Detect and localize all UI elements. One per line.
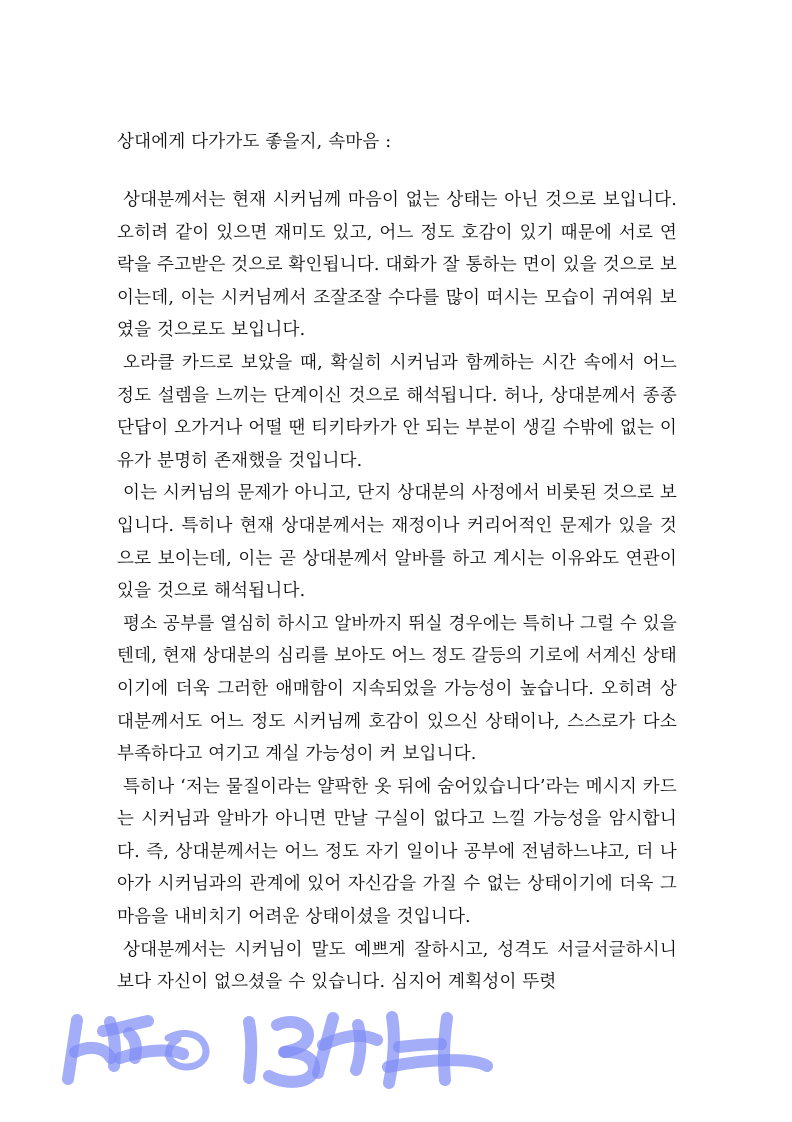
paragraph-6: 상대분께서는 시커님이 말도 예쁘게 잘하시고, 성격도 서글서글하시니 보다 자신이 없으셨을 수 있습니다. 심지어 계획성이 뚜렷 (117, 939, 677, 993)
paragraph-1: 상대분께서는 현재 시커님께 마음이 없는 상태는 아닌 것으로 보입니다. 오히려 같이 있으면 재미도 있고, 어느 정도 호감이 있기 때문에 서로 연락을 주고받은 것으로 확인됩니다. 대화가 잘 통하는 면이 있을 것으로 보이는데, 이는 시커님께서 조잘조잘 수다를 많이 떠시는 모습이 귀여워 보였을 것으로도 보입니다. (117, 190, 677, 341)
handwritten-signature-watermark (55, 1000, 495, 1092)
paragraph-3: 이는 시커님의 문제가 아니고, 단지 상대분의 사정에서 비롯된 것으로 보입니다. 특히나 현재 상대분께서는 재정이나 커리어적인 문제가 있을 것으로 보이는데, 이는 곧 상대분께서 알바를 하고 계시는 이유와도 연관이 있을 것으로 해석됩니다. (117, 483, 677, 602)
section-heading: 상대에게 다가가도 좋을지, 속마음 : (117, 132, 392, 152)
paragraph-2: 오라클 카드로 보았을 때, 확실히 시커님과 함께하는 시간 속에서 어느 정도 설렘을 느끼는 단계이신 것으로 해석됩니다. 허나, 상대분께서 종종 단답이 오가거나 어떨 땐 티키타카가 안 되는 부분이 생길 수밖에 없는 이유가 분명히 존재했을 것입니다. (117, 352, 677, 471)
heading-spacer (117, 162, 677, 184)
paragraph-4: 평소 공부를 열심히 하시고 알바까지 뛰실 경우에는 특히나 그럴 수 있을 텐데, 현재 상대분의 심리를 보아도 어느 정도 갈등의 기로에 서계신 상태이기에 더욱 그러한 애매함이 지속되었을 가능성이 높습니다. 오히려 상대분께서도 어느 정도 시커님께 호감이 있으신 상태이나, 스스로가 다소 부족하다고 여기고 계실 가능성이 커 보입니다. (117, 613, 677, 765)
document-body (117, 122, 677, 999)
paragraph-5: 특히나 ‘저는 물질이라는 얄팍한 옷 뒤에 숨어있습니다’라는 메시지 카드는 시커님과 알바가 아니면 만날 구실이 없다고 느낄 가능성을 암시합니다. 즉, 상대분께서는 어느 정도 자기 일이나 공부에 전념하느냐고, 더 나아가 시커님과의 관계에 있어 자신감을 가질 수 없는 상태이기에 더욱 그 마음을 내비치기 어려운 상태이셨을 것입니다. (117, 776, 677, 928)
